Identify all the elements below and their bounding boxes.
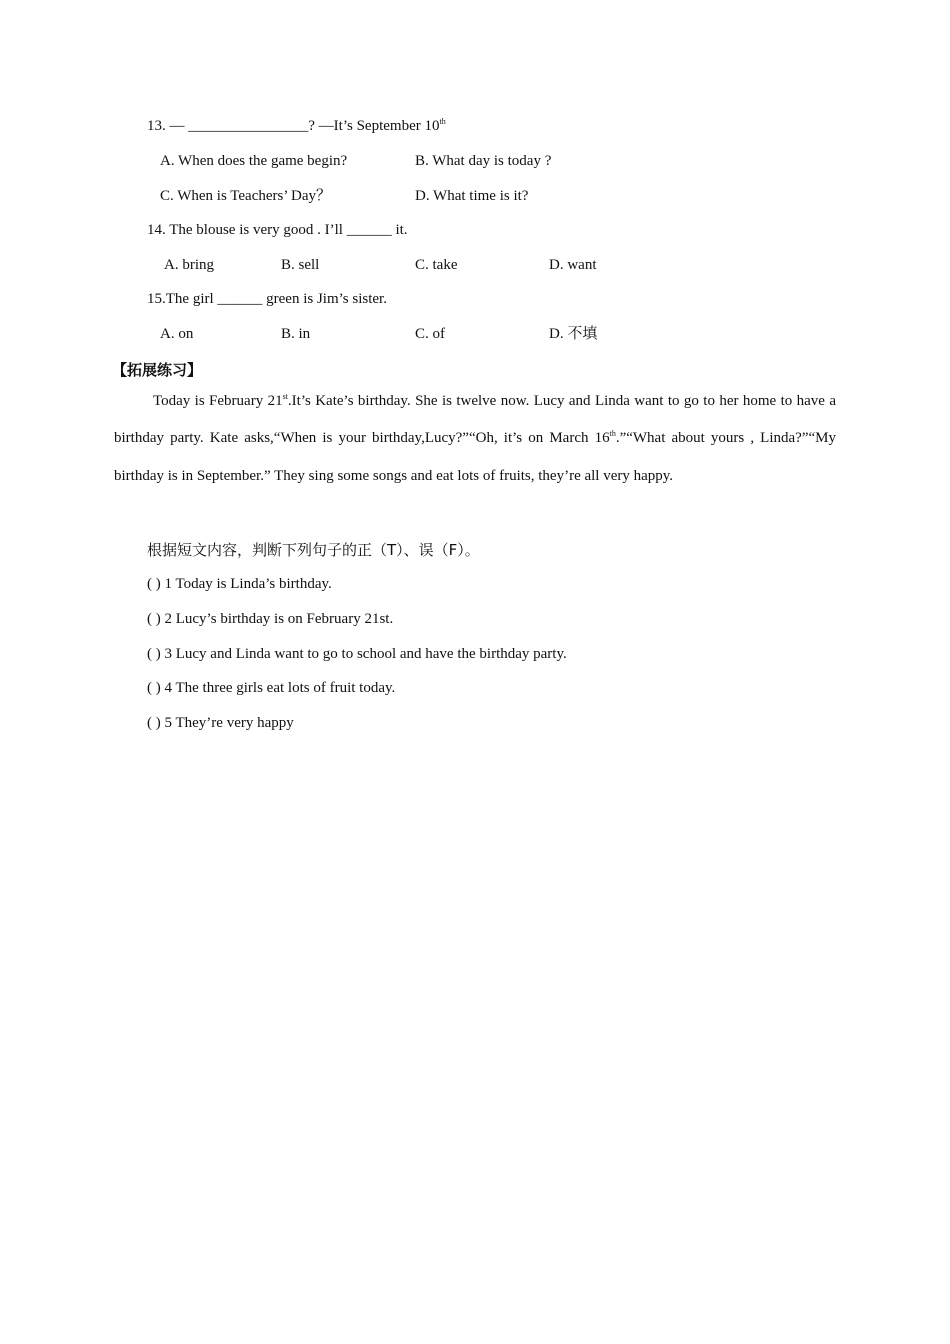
passage-part-1: Today is February 21 — [153, 393, 283, 409]
statement-4: ( ) 4 The three girls eat lots of fruit today. — [147, 680, 396, 696]
passage-superscript-2: th — [609, 429, 616, 439]
question-13-option-b: B. What day is today ? — [415, 153, 552, 169]
question-15-option-d: D. 不填 — [549, 326, 598, 342]
question-14-option-a: A. bring — [164, 257, 214, 273]
statement-2: ( ) 2 Lucy’s birthday is on February 21st. — [147, 611, 394, 627]
reading-passage — [114, 383, 836, 495]
extension-heading: 【拓展练习】 — [112, 361, 203, 379]
question-13-option-c: C. When is Teachers’ Day？ — [160, 188, 331, 204]
question-13-option-d: D. What time is it? — [415, 188, 529, 204]
question-15-option-a: A. on — [160, 326, 194, 342]
question-15-stem: 15.The girl ______ green is Jim’s sister. — [147, 291, 387, 307]
question-15-option-b: B. in — [281, 326, 311, 342]
question-13-text: 13. — ________________? —It’s September 10 — [147, 118, 440, 134]
statement-5: ( ) 5 They’re very happy — [147, 715, 294, 731]
true-false-instruction: 根据短文内容，判断下列句子的正（T）、误（F）。 — [147, 541, 480, 559]
passage-part-2: .It’s Kate’s birthday. She is twelve now. Lucy and Linda want to go to her home to have a birthday party. Kate asks,“When is your birthday,Lucy?”“Oh, it’s on March 16 — [114, 393, 836, 447]
question-13-stem — [147, 116, 446, 136]
question-14-stem: 14. The blouse is very good . I’ll ______ it. — [147, 222, 408, 238]
passage-superscript-1: st — [282, 392, 288, 401]
question-14-option-b: B. sell — [281, 257, 320, 273]
question-13-superscript: th — [439, 117, 446, 126]
passage-part-3: .”“What about yours , Linda?”“My birthday is in September.” They sing some songs and eat lots of fruits, they’re all very happy. — [114, 430, 836, 484]
question-14-option-c: C. take — [415, 257, 458, 273]
question-14-option-d: D. want — [549, 257, 597, 273]
statement-1: ( ) 1 Today is Linda’s birthday. — [147, 576, 332, 592]
question-15-option-c: C. of — [415, 326, 445, 342]
question-13-option-a: A. When does the game begin? — [160, 153, 348, 169]
statement-3: ( ) 3 Lucy and Linda want to go to school and have the birthday party. — [147, 646, 567, 662]
